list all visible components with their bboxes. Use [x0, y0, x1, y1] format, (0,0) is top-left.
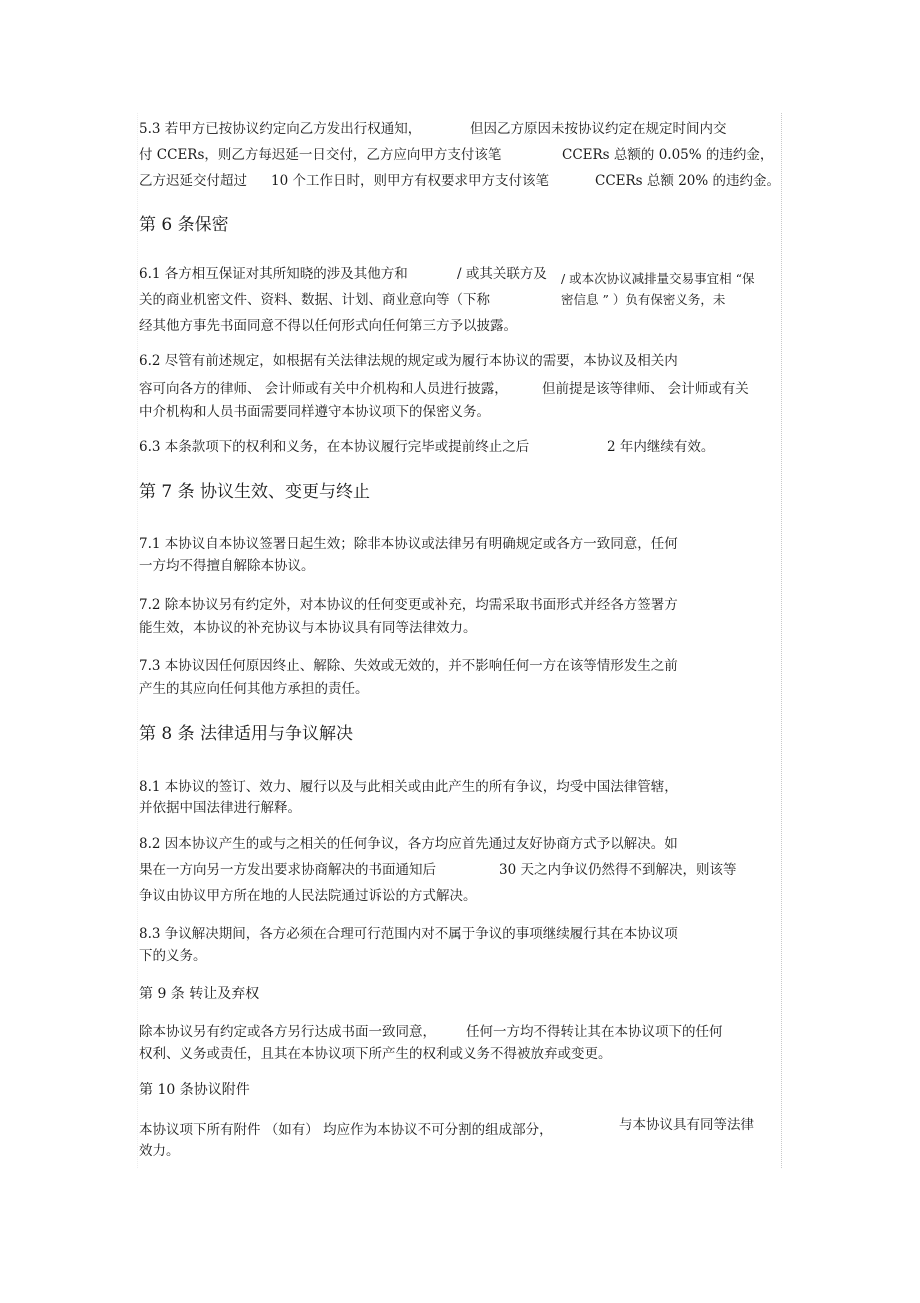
clause-7-2-line-2: 能生效，本协议的补充协议与本协议具有同等法律效力。	[139, 620, 477, 636]
clause-8-1-line-2: 并依据中国法律进行解释。	[139, 800, 301, 816]
clause-6-3-line-1a: 6.3 本条款项下的权利和义务，在本协议履行完毕或提前终止之后	[139, 439, 530, 455]
clause-6-1-line-2a: 关的商业机密文件、资料、数据、计划、商业意向等（下称	[139, 292, 490, 308]
page-frame-left-line	[137, 113, 138, 1168]
article-6-heading: 第 6 条保密	[139, 215, 229, 235]
clause-6-1-line-3: 经其他方事先书面同意不得以任何形式向任何第三方予以披露。	[139, 318, 517, 334]
clause-5-3-line-2a: 付 CCERs，则乙方每迟延一日交付，乙方应向甲方支付该笔	[139, 147, 502, 163]
clause-7-1-line-1: 7.1 本协议自本协议签署日起生效；除非本协议或法律另有明确规定或各方一致同意，任何	[139, 536, 678, 552]
clause-7-1-line-2: 一方均不得擅自解除本协议。	[139, 558, 315, 574]
article-10-line-1b: 与本协议具有同等法律	[619, 1117, 754, 1133]
clause-6-1-line-2b: 密信息 ” ）负有保密义务，未	[561, 292, 726, 307]
article-7-heading: 第 7 条 协议生效、变更与终止	[139, 482, 371, 502]
clause-6-2-line-2b: 但前提是该等律师、 会计师或有关	[542, 381, 749, 397]
article-9-line-1b: 任何一方均不得转让其在本协议项下的任何	[466, 1024, 723, 1040]
clause-6-2-line-3: 中介机构和人员书面需要同样遵守本协议项下的保密义务。	[139, 404, 490, 420]
clause-6-1-line-1a: 6.1 各方相互保证对其所知晓的涉及其他方和	[139, 266, 408, 282]
clause-5-3-line-3c: CCERs 总额 20% 的违约金。	[595, 173, 780, 189]
clause-8-2-line-3: 争议由协议甲方所在地的人民法院通过诉讼的方式解决。	[139, 888, 477, 904]
clause-5-3-line-2b: CCERs 总额的 0.05% 的违约金，	[562, 147, 774, 163]
clause-6-2-line-2a: 容可向各方的律师、 会计师或有关中介机构和人员进行披露，	[139, 381, 508, 397]
clause-8-1-line-1: 8.1 本协议的签订、效力、履行以及与此相关或由此产生的所有争议，均受中国法律管辖，	[139, 779, 678, 795]
clause-8-2-line-2b: 30 天之内争议仍然得不到解决，则该等	[499, 862, 737, 878]
article-10-heading: 第 10 条协议附件	[139, 1082, 250, 1098]
article-10-line-2: 效力。	[139, 1143, 180, 1159]
article-9-line-1a: 除本协议另有约定或各方另行达成书面一致同意，	[139, 1024, 436, 1040]
clause-5-3-line-3a: 乙方迟延交付超过	[139, 173, 247, 189]
article-10-line-1a: 本协议项下所有附件 （如有） 均应作为本协议不可分割的组成部分，	[139, 1122, 553, 1138]
clause-6-1-line-1c: / 或本次协议减排量交易事宜相 “保	[561, 271, 755, 286]
clause-5-3-line-1a: 5.3 若甲方已按协议约定向乙方发出行权通知，	[139, 121, 422, 137]
clause-5-3-line-3b: 10 个工作日时，则甲方有权要求甲方支付该笔	[271, 173, 549, 189]
clause-8-2-line-1: 8.2 因本协议产生的或与之相关的任何争议，各方均应首先通过友好协商方式予以解决。如	[139, 836, 678, 852]
clause-6-1-line-1b: / 或其关联方及	[457, 266, 547, 282]
article-9-line-2: 权利、义务或责任，且其在本协议项下所产生的权利或义务不得被放弃或变更。	[139, 1046, 612, 1062]
clause-8-2-line-2a: 果在一方向另一方发出要求协商解决的书面通知后	[139, 862, 436, 878]
clause-7-3-line-1: 7.3 本协议因任何原因终止、解除、失效或无效的，并不影响任何一方在该等情形发生之前	[139, 658, 678, 674]
article-8-heading: 第 8 条 法律适用与争议解决	[139, 724, 354, 744]
clause-5-3-line-1b: 但因乙方原因未按协议约定在规定时间内交	[470, 121, 727, 137]
clause-6-3-line-1b: 2 年内继续有效。	[607, 439, 715, 455]
article-9-heading: 第 9 条 转让及弃权	[139, 986, 260, 1002]
page-frame-right-line	[781, 113, 782, 1168]
clause-6-2-line-1: 6.2 尽管有前述规定，如根据有关法律法规的规定或为履行本协议的需要，本协议及相关内	[139, 353, 678, 369]
clause-7-3-line-2: 产生的其应向任何其他方承担的责任。	[139, 681, 369, 697]
clause-7-2-line-1: 7.2 除本协议另有约定外，对本协议的任何变更或补充，均需采取书面形式并经各方签署方	[139, 597, 678, 613]
clause-8-3-line-2: 下的义务。	[139, 948, 207, 964]
clause-8-3-line-1: 8.3 争议解决期间，各方必须在合理可行范围内对不属于争议的事项继续履行其在本协议项	[139, 926, 678, 942]
